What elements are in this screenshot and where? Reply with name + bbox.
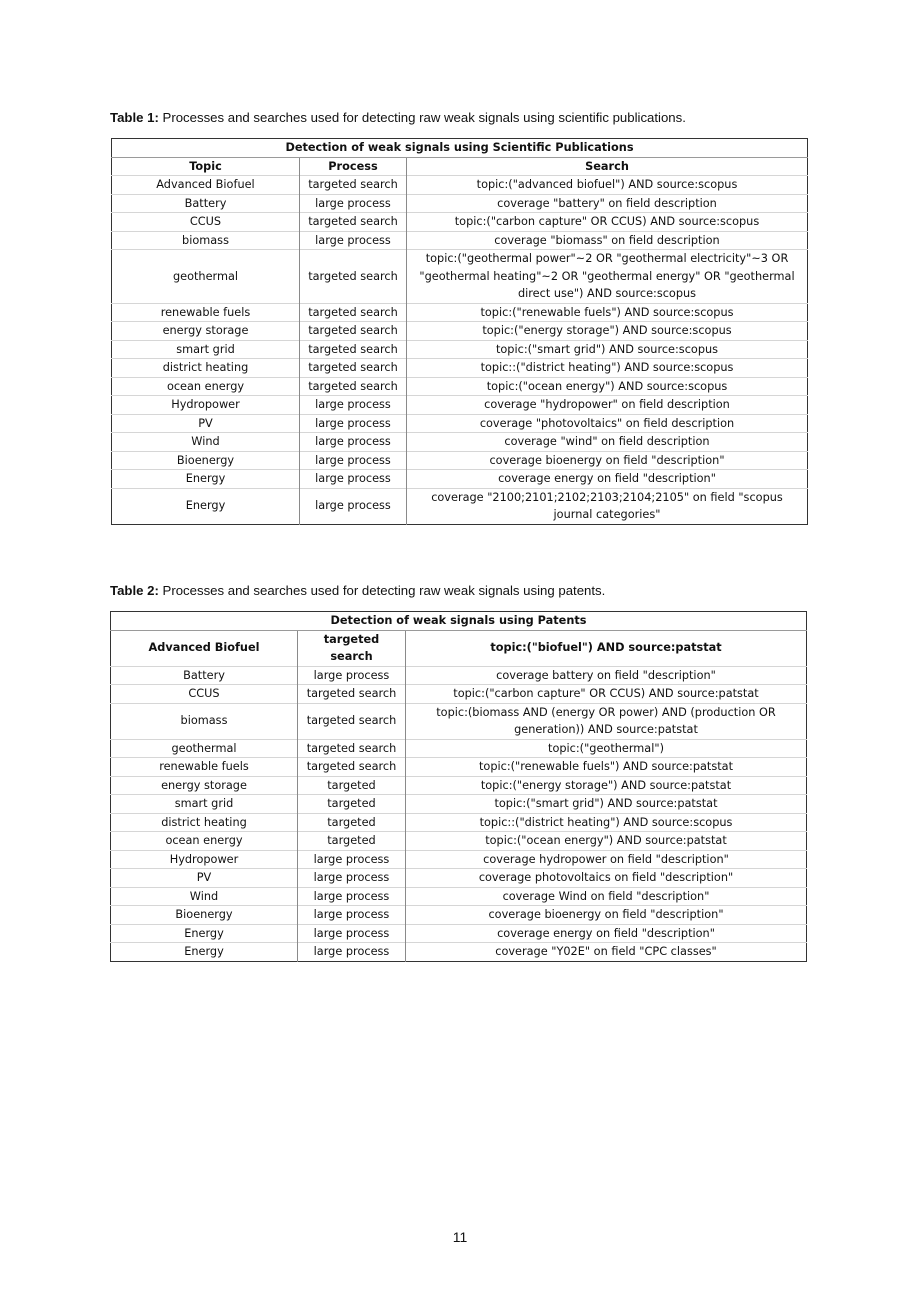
table1-cell-process: targeted search	[300, 213, 407, 232]
table2-cell-topic: smart grid	[111, 795, 298, 814]
table-row	[112, 433, 808, 452]
table1	[111, 138, 808, 525]
table1-cell-topic: PV	[112, 414, 300, 433]
table2-cell-search: coverage bioenergy on field "description"	[406, 906, 807, 925]
table1-cell-search: topic:("advanced biofuel") AND source:scopus	[407, 176, 808, 195]
table1-cell-topic: Hydropower	[112, 396, 300, 415]
table1-cell-search: topic:("renewable fuels") AND source:scopus	[407, 303, 808, 322]
table2-cell-topic: renewable fuels	[111, 758, 298, 777]
table1-cell-search: coverage "2100;2101;2102;2103;2104;2105" on field "scopus journal categories"	[407, 488, 808, 524]
table1-cell-search: coverage "battery" on field description	[407, 194, 808, 213]
table2-cell-process: large process	[298, 887, 406, 906]
table1-cell-process: large process	[300, 451, 407, 470]
table2-cell-process: large process	[298, 666, 406, 685]
table-row	[111, 943, 807, 962]
table-row	[111, 813, 807, 832]
table-row	[112, 213, 808, 232]
table2-cell-topic: ocean energy	[111, 832, 298, 851]
table1-cell-process: large process	[300, 231, 407, 250]
table-row	[112, 396, 808, 415]
table-row	[111, 832, 807, 851]
table1-cell-topic: CCUS	[112, 213, 300, 232]
table2-cell-topic: district heating	[111, 813, 298, 832]
table2-cell-process: targeted	[298, 832, 406, 851]
table1-cell-search: coverage bioenergy on field "description"	[407, 451, 808, 470]
table2-cell-topic: geothermal	[111, 739, 298, 758]
table-row	[112, 176, 808, 195]
table1-cell-process: large process	[300, 396, 407, 415]
table-row	[112, 451, 808, 470]
table-row	[111, 869, 807, 888]
table1-body	[112, 176, 808, 525]
table2-cell-topic: Wind	[111, 887, 298, 906]
table2-cell-search: topic:("energy storage") AND source:patstat	[406, 776, 807, 795]
table2-cell-search: coverage hydropower on field "description"	[406, 850, 807, 869]
table-row	[112, 194, 808, 213]
table2-cell-search: coverage photovoltaics on field "description"	[406, 869, 807, 888]
table1-cell-process: large process	[300, 414, 407, 433]
table1-cell-process: targeted search	[300, 303, 407, 322]
table-row	[112, 231, 808, 250]
table1-cell-process: targeted search	[300, 359, 407, 378]
table1-cell-topic: renewable fuels	[112, 303, 300, 322]
table1-cell-search: topic:("smart grid") AND source:scopus	[407, 340, 808, 359]
table-row	[112, 377, 808, 396]
table2-title: Detection of weak signals using Patents	[111, 612, 807, 631]
table-row	[111, 924, 807, 943]
table-row	[111, 666, 807, 685]
table2-cell-process: targeted	[298, 776, 406, 795]
table1-cell-search: coverage "wind" on field description	[407, 433, 808, 452]
table-row	[111, 906, 807, 925]
table2-cell-process: large process	[298, 869, 406, 888]
table-row	[111, 685, 807, 704]
table1-cell-process: targeted search	[300, 377, 407, 396]
table2-cell-process: large process	[298, 943, 406, 962]
table2-cell-topic: Energy	[111, 943, 298, 962]
page-number: 11	[452, 1229, 468, 1245]
table2-cell-search: topic:("smart grid") AND source:patstat	[406, 795, 807, 814]
table2-cell-search: topic:("ocean energy") AND source:patstat	[406, 832, 807, 851]
table2-cell-process: targeted search	[298, 758, 406, 777]
table2-cell-process: targeted search	[298, 685, 406, 704]
table2-cell-search: topic:(biomass AND (energy OR power) AND (production OR generation)) AND source:patstat	[406, 703, 807, 739]
table2-header-process: targeted search	[298, 630, 406, 666]
table2-cell-process: targeted	[298, 795, 406, 814]
table2	[110, 611, 807, 962]
table1-cell-search: topic:("carbon capture" OR CCUS) AND source:scopus	[407, 213, 808, 232]
table2-body	[111, 666, 807, 961]
table1-cell-topic: Energy	[112, 488, 300, 524]
table2-cell-process: large process	[298, 924, 406, 943]
table2-caption-text: Processes and searches used for detecting raw weak signals using patents.	[158, 583, 606, 598]
table-row	[112, 303, 808, 322]
table-row	[112, 359, 808, 378]
table1-cell-search: coverage energy on field "description"	[407, 470, 808, 489]
table2-cell-topic: Energy	[111, 924, 298, 943]
table2-cell-search: coverage battery on field "description"	[406, 666, 807, 685]
table-row	[111, 703, 807, 739]
table2-cell-topic: biomass	[111, 703, 298, 739]
table-row	[111, 887, 807, 906]
table2-cell-search: coverage energy on field "description"	[406, 924, 807, 943]
table2-cell-search: topic:("carbon capture" OR CCUS) AND source:patstat	[406, 685, 807, 704]
table2-header-search: topic:("biofuel") AND source:patstat	[406, 630, 807, 666]
table2-cell-topic: energy storage	[111, 776, 298, 795]
table1-caption-label: Table 1:	[110, 110, 159, 125]
table2-cell-search: topic:("geothermal")	[406, 739, 807, 758]
table2-caption	[110, 583, 605, 599]
table1-cell-process: large process	[300, 488, 407, 524]
table1-caption	[110, 110, 686, 126]
table-row	[112, 470, 808, 489]
table2-cell-search: coverage Wind on field "description"	[406, 887, 807, 906]
table-row	[112, 250, 808, 304]
table1-cell-topic: energy storage	[112, 322, 300, 341]
table-row	[111, 850, 807, 869]
table1-cell-process: targeted search	[300, 340, 407, 359]
table1-cell-topic: ocean energy	[112, 377, 300, 396]
table2-cell-process: targeted	[298, 813, 406, 832]
table1-cell-topic: geothermal	[112, 250, 300, 304]
table1-cell-search: topic:("energy storage") AND source:scopus	[407, 322, 808, 341]
table-row	[112, 488, 808, 524]
table1-header-process: Process	[300, 157, 407, 176]
table2-cell-process: targeted search	[298, 703, 406, 739]
table2-cell-process: targeted search	[298, 739, 406, 758]
table2-cell-process: large process	[298, 850, 406, 869]
table1-cell-topic: Wind	[112, 433, 300, 452]
table1-cell-process: targeted search	[300, 176, 407, 195]
table1-cell-search: coverage "photovoltaics" on field description	[407, 414, 808, 433]
table1-header-topic: Topic	[112, 157, 300, 176]
table-row	[111, 776, 807, 795]
table2-header-topic: Advanced Biofuel	[111, 630, 298, 666]
table-row	[112, 340, 808, 359]
table1-caption-text: Processes and searches used for detecting raw weak signals using scientific publications.	[158, 110, 686, 125]
table1-cell-process: large process	[300, 194, 407, 213]
table2-cell-topic: Battery	[111, 666, 298, 685]
table1-cell-process: large process	[300, 470, 407, 489]
table2-cell-search: topic:("renewable fuels") AND source:patstat	[406, 758, 807, 777]
table1-header-search: Search	[407, 157, 808, 176]
table-row	[112, 414, 808, 433]
table2-cell-process: large process	[298, 906, 406, 925]
table1-cell-topic: Energy	[112, 470, 300, 489]
table2-cell-topic: PV	[111, 869, 298, 888]
table-row	[112, 322, 808, 341]
table1-cell-process: large process	[300, 433, 407, 452]
table2-cell-search: topic::("district heating") AND source:scopus	[406, 813, 807, 832]
table1-cell-process: targeted search	[300, 322, 407, 341]
table-row	[111, 739, 807, 758]
table-row	[111, 758, 807, 777]
table1-cell-search: topic::("district heating") AND source:scopus	[407, 359, 808, 378]
table1-cell-topic: Advanced Biofuel	[112, 176, 300, 195]
table1-cell-search: topic:("ocean energy") AND source:scopus	[407, 377, 808, 396]
table1-cell-topic: biomass	[112, 231, 300, 250]
table2-cell-search: coverage "Y02E" on field "CPC classes"	[406, 943, 807, 962]
table-row	[111, 795, 807, 814]
table1-cell-topic: district heating	[112, 359, 300, 378]
table1-cell-topic: Bioenergy	[112, 451, 300, 470]
table2-cell-topic: CCUS	[111, 685, 298, 704]
table1-cell-topic: smart grid	[112, 340, 300, 359]
table1-cell-search: coverage "biomass" on field description	[407, 231, 808, 250]
table2-caption-label: Table 2:	[110, 583, 159, 598]
table1-title: Detection of weak signals using Scientific Publications	[112, 139, 808, 158]
table1-cell-process: targeted search	[300, 250, 407, 304]
table1-cell-topic: Battery	[112, 194, 300, 213]
table2-cell-topic: Hydropower	[111, 850, 298, 869]
table1-cell-search: coverage "hydropower" on field description	[407, 396, 808, 415]
table1-cell-search: topic:("geothermal power"~2 OR "geothermal electricity"~3 OR "geothermal heating"~2 OR "geothermal energy" OR "geothermal direct use") AND source:scopus	[407, 250, 808, 304]
table2-cell-topic: Bioenergy	[111, 906, 298, 925]
